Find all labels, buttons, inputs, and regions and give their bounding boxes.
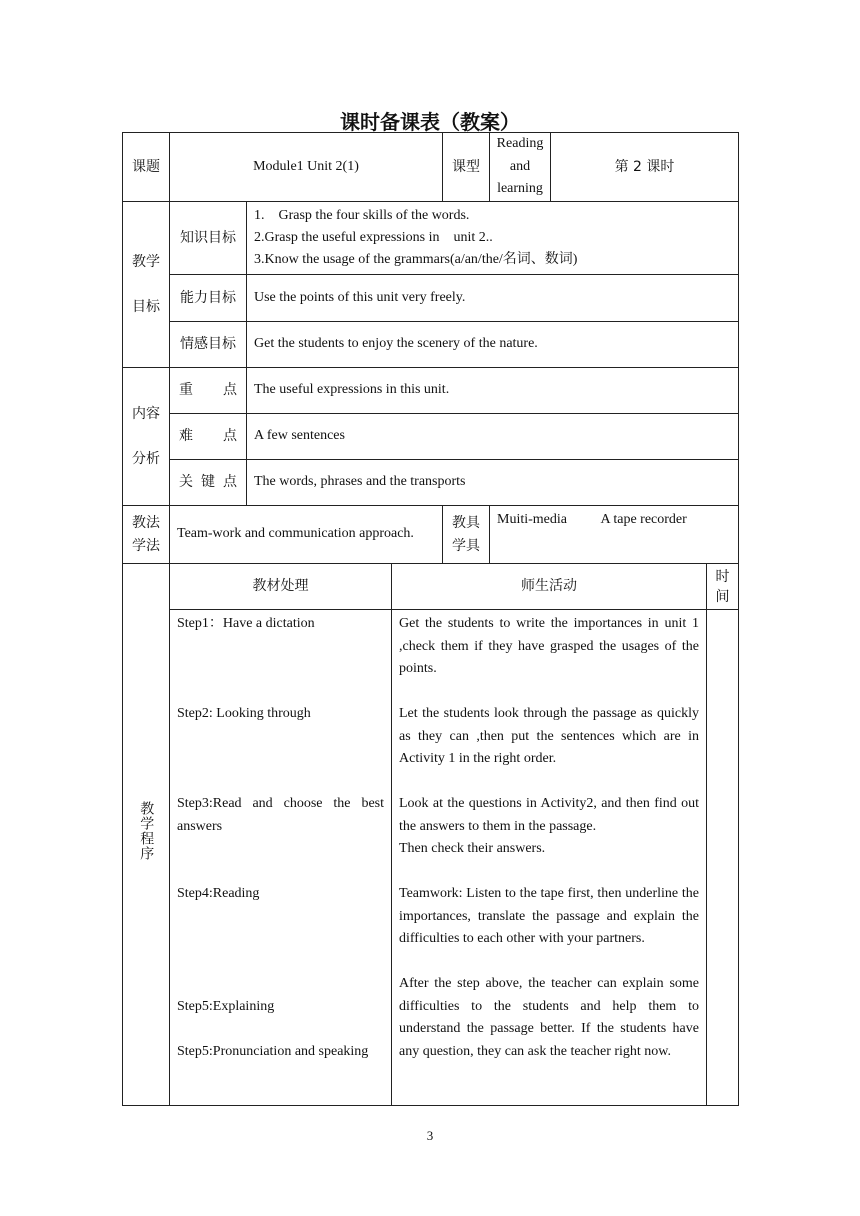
methods-value: Team-work and communication approach. [170, 506, 443, 564]
teacher-student-activities [392, 610, 707, 1106]
difficult-point-value: A few sentences [247, 414, 739, 460]
procedure-header-row [123, 564, 739, 610]
tools-item: Muiti-media [497, 512, 567, 527]
tools-value [490, 506, 739, 564]
objectives-label-line: 教学 [132, 254, 160, 270]
crucial-point-value: The words, phrases and the transports [247, 460, 739, 506]
tools-label [443, 506, 490, 564]
emotion-value: Get the students to enjoy the scenery of the nature. [247, 322, 739, 368]
material-steps [170, 610, 392, 1106]
activity-item: Get the students to write the importances in unit 1 ,check them if they have grasped the usages of the points. [399, 616, 699, 676]
time-cell [707, 610, 739, 1106]
tools-label-line: 学具 [452, 537, 480, 554]
tools-label-line: 教具 [452, 515, 480, 531]
knowledge-items [247, 202, 739, 275]
document-title: 课时备课表（教案） [340, 110, 520, 134]
key-point-label-char: 重 [179, 382, 193, 399]
difficult-point-label-char: 难 [179, 428, 193, 445]
activity-column-header: 师生活动 [392, 564, 707, 610]
step-item: Step3:Read and choose the best answers [177, 796, 384, 834]
page-number: 3 [426, 1128, 434, 1143]
analysis-label-line: 内容 [132, 406, 160, 422]
key-point-row [123, 368, 739, 414]
step-item: Step2: Looking through [177, 706, 311, 721]
ability-label: 能力目标 [170, 275, 247, 322]
difficult-point-label [170, 414, 247, 460]
step-item: Step5:Explaining [177, 998, 275, 1014]
crucial-point-label-char: 键 [201, 474, 215, 491]
key-point-label-char: 点 [223, 382, 237, 399]
knowledge-item: 3.Know the usage of the grammars(a/an/the/名词、数词) [254, 252, 578, 267]
objectives-label-line: 目标 [132, 298, 160, 315]
topic-value: Module1 Unit 2(1) [170, 133, 443, 202]
step-item: Step1：Have a dictation [177, 616, 315, 631]
lesson-plan-table [122, 132, 739, 1106]
objectives-label [123, 202, 170, 368]
procedure-label [123, 564, 170, 1106]
key-point-label [170, 368, 247, 414]
analysis-label [123, 368, 170, 506]
time-column-header-char: 时 [715, 568, 730, 585]
methods-label-line: 教法 [132, 515, 160, 531]
activity-item: After the step above, the teacher can explain some difficulties to the students and help them to understand the passage better. If the students have any question, they can ask the teacher right now. [399, 976, 699, 1059]
topic-label: 课题 [123, 133, 170, 202]
crucial-point-row [123, 460, 739, 506]
tools-item: A tape recorder [600, 512, 687, 527]
crucial-point-label [170, 460, 247, 506]
procedure-body-row [123, 610, 739, 1106]
ability-value: Use the points of this unit very freely. [247, 275, 739, 322]
type-value-line: and [509, 158, 531, 174]
activity-item: Teamwork: Listen to the tape first, then underline the importances, translate the passage and explain the difficulties to each other with your partners. [399, 886, 699, 946]
type-value-line: Reading [496, 136, 544, 152]
key-point-value: The useful expressions in this unit. [247, 368, 739, 414]
time-column-header-char: 间 [715, 588, 730, 605]
emotion-label: 情感目标 [170, 322, 247, 368]
material-column-header: 教材处理 [170, 564, 392, 610]
knowledge-item: 1. Grasp the four skills of the words. [254, 208, 470, 223]
crucial-point-label-char: 关 [179, 474, 193, 491]
methods-label [123, 506, 170, 564]
knowledge-item: 2.Grasp the useful expressions in unit 2.. [254, 230, 493, 245]
knowledge-row [123, 202, 739, 275]
step-item: Step5:Pronunciation and speaking [177, 1043, 369, 1059]
emotion-row [123, 322, 739, 368]
crucial-point-label-char: 点 [223, 474, 237, 491]
procedure-label-text: 教学程序 [138, 800, 155, 861]
header-row [123, 133, 739, 202]
step-item: Step4:Reading [177, 886, 260, 901]
activity-item: Let the students look through the passage as quickly as they can ,then put the sentences which are in Activity 1 in the right order. [399, 706, 699, 766]
type-value-line: learning [497, 181, 543, 197]
methods-label-line: 学法 [132, 537, 160, 554]
analysis-label-line: 分析 [132, 450, 160, 467]
activity-item: Look at the questions in Activity2, and then find out the answers to them in the passage. [399, 796, 699, 834]
difficult-point-label-char: 点 [223, 428, 237, 445]
methods-row [123, 506, 739, 564]
ability-row [123, 275, 739, 322]
difficult-point-row [123, 414, 739, 460]
knowledge-label: 知识目标 [170, 202, 247, 275]
time-column-header [707, 564, 739, 610]
lesson-number: 第 2 课时 [551, 133, 739, 202]
type-value [490, 133, 551, 202]
activity-item: Then check their answers. [399, 841, 546, 856]
type-label: 课型 [443, 133, 490, 202]
